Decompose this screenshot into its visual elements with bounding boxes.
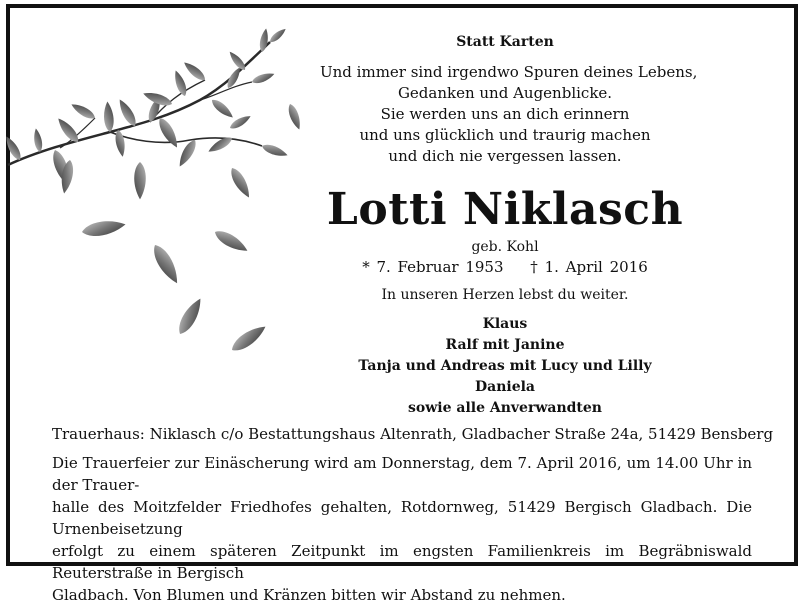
birth-name: geb. Kohl <box>471 239 539 255</box>
family-member: Klaus <box>482 316 528 332</box>
life-dates <box>320 258 690 276</box>
family-member: Tanja und Andreas mit Lucy und Lilly <box>358 358 652 374</box>
poem <box>320 62 698 167</box>
family-member: Daniela <box>474 379 535 395</box>
deceased-name: Lotti Niklasch <box>326 184 684 235</box>
family-member: sowie alle Anverwandten <box>408 400 602 416</box>
family-list <box>320 314 690 419</box>
poem-line: und dich nie vergessen lassen. <box>388 147 622 165</box>
ceremony-line: halle des Moitzfelder Friedhofes gehalten, Rotdornweg, 51429 Bergisch Gladbach. Die Urnenbeisetzung <box>52 498 752 538</box>
death-date: † 1. April 2016 <box>530 258 648 276</box>
ceremony-information <box>52 452 752 606</box>
ceremony-line: Die Trauerfeier zur Einäscherung wird am Donnerstag, dem 7. April 2016, um 14.00 Uhr in der Trauer- <box>52 454 752 494</box>
poem-line: und uns glücklich und traurig machen <box>359 126 651 144</box>
farewell-line: In unseren Herzen lebst du weiter. <box>381 287 629 303</box>
poem-line: Sie werden uns an dich erinnern <box>380 105 630 123</box>
poem-line: Und immer sind irgendwo Spuren deines Lebens, <box>320 63 698 81</box>
poem-line: Gedanken und Augenblicke. <box>397 84 613 102</box>
willow-branch-illustration <box>0 0 330 380</box>
family-member: Ralf mit Janine <box>445 337 565 353</box>
ceremony-line: Gladbach. Von Blumen und Kränzen bitten wir Abstand zu nehmen. <box>52 586 566 604</box>
mourning-house-address: Trauerhaus: Niklasch c/o Bestattungshaus Altenrath, Gladbacher Straße 24a, 51429 Bensberg <box>52 425 774 443</box>
heading: Statt Karten <box>456 34 554 50</box>
ceremony-line: erfolgt zu einem späteren Zeitpunkt im engsten Familienkreis im Begräbniswald Reuterstraße in Bergisch <box>52 542 752 582</box>
birth-date: * 7. Februar 1953 <box>362 258 504 276</box>
